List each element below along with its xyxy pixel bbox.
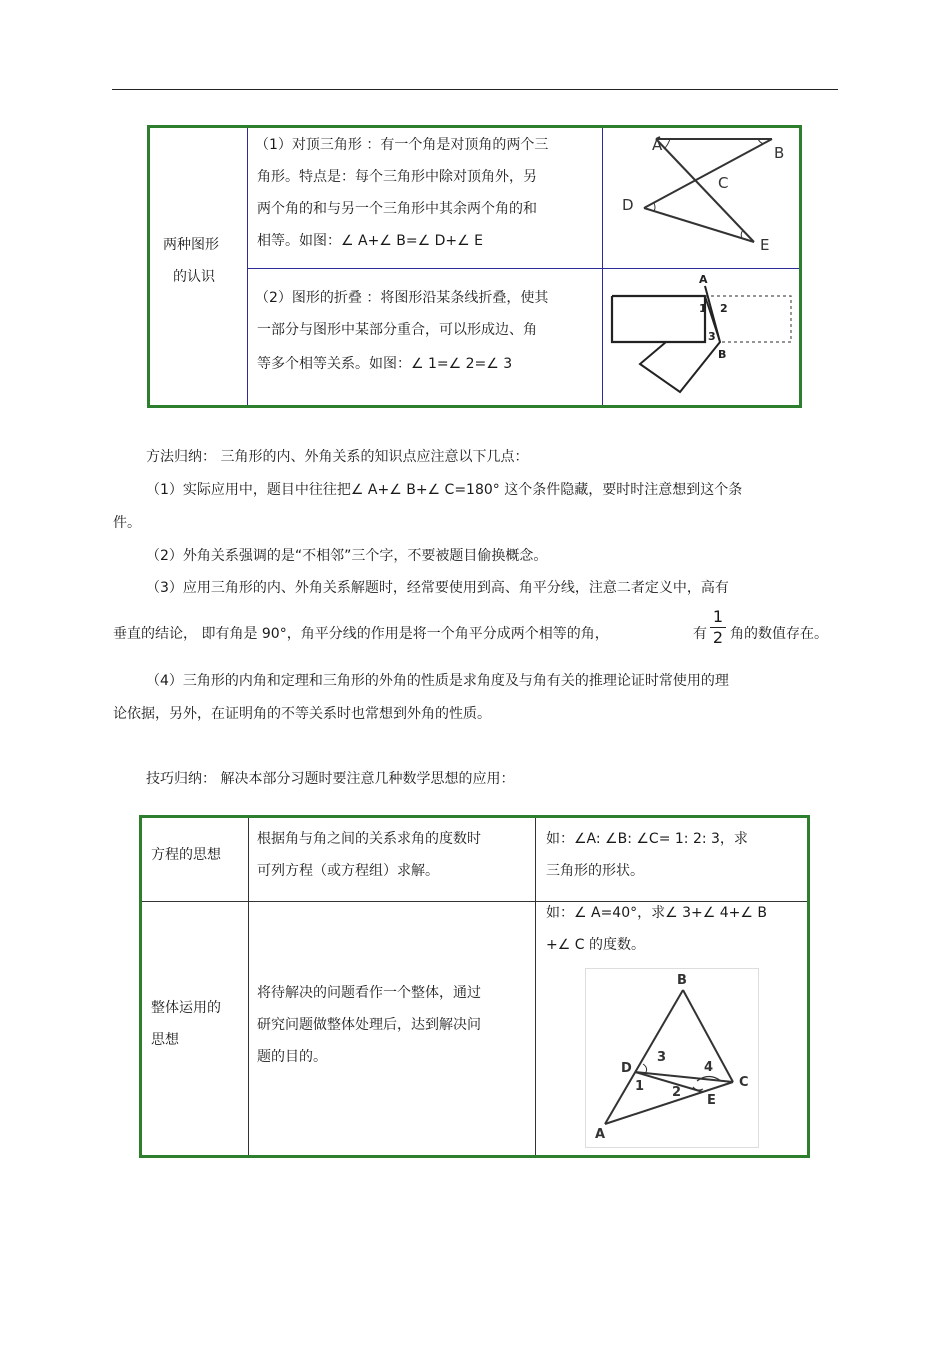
vertical-triangles-figure bbox=[612, 130, 792, 262]
methods-heading: 方法归纳： 三角形的内、外角关系的知识点应注意以下几点： bbox=[146, 449, 529, 465]
fig3-angle-4: 4 bbox=[704, 1060, 714, 1075]
fig1-label-c: C bbox=[718, 174, 729, 192]
folding-text: 一部分与图形中某部分重合，可以形成边、角 bbox=[257, 322, 537, 338]
equation-idea-example: 如：∠A: ∠B: ∠C= 1: 2: 3，求 bbox=[546, 831, 748, 847]
holistic-idea-desc: 题的目的。 bbox=[257, 1049, 327, 1065]
table1-divider bbox=[602, 128, 603, 405]
fig3-label-c: C bbox=[739, 1075, 749, 1090]
fraction-denominator: 2 bbox=[712, 628, 724, 647]
fig1-label-b: B bbox=[774, 144, 785, 162]
method-point-2: （2）外角关系强调的是“不相邻”三个字，不要被题目偷换概念。 bbox=[146, 548, 548, 564]
method-point-4-cont: 论依据，另外，在证明角的不等关系时也常想到外角的性质。 bbox=[113, 706, 491, 722]
holistic-idea-desc: 研究问题做整体处理后，达到解决问 bbox=[257, 1017, 481, 1033]
table2-divider bbox=[248, 818, 249, 1155]
vertical-triangle-text: 角形。特点是：每个三角形中除对顶角外，另 bbox=[257, 169, 537, 185]
fig1-label-e: E bbox=[760, 236, 770, 254]
fig3-label-e: E bbox=[707, 1093, 716, 1108]
fig2-label-a: A bbox=[699, 273, 708, 286]
fig3-angle-3: 3 bbox=[657, 1050, 667, 1065]
fig2-angle-1: 1 bbox=[699, 302, 707, 315]
equation-idea-label: 方程的思想 bbox=[151, 847, 221, 863]
holistic-idea-label: 整体运用的 bbox=[151, 1000, 221, 1016]
table1-category-label: 两种图形 bbox=[163, 237, 219, 253]
fig3-label-a: A bbox=[595, 1127, 606, 1142]
header-rule bbox=[112, 89, 838, 90]
table1-divider bbox=[247, 128, 248, 405]
vertical-triangle-text: 两个角的和与另一个三角形中其余两个角的和 bbox=[257, 201, 537, 217]
fig3-label-d: D bbox=[621, 1061, 632, 1076]
table1-divider bbox=[248, 268, 799, 269]
fig3-label-b: B bbox=[677, 973, 687, 988]
fig2-label-b: B bbox=[718, 348, 727, 361]
table2-divider bbox=[535, 818, 536, 1155]
holistic-idea-desc: 将待解决的问题看作一个整体，通过 bbox=[257, 985, 481, 1001]
holistic-idea-label: 思想 bbox=[151, 1032, 179, 1048]
folding-figure bbox=[606, 272, 798, 396]
fig1-label-a: A bbox=[652, 136, 663, 154]
holistic-idea-example: +∠ C 的度数。 bbox=[546, 937, 645, 953]
vertical-triangle-text: 相等。如图：∠ A+∠ B=∠ D+∠ E bbox=[257, 233, 484, 249]
folding-text: 等多个相等关系。如图：∠ 1=∠ 2=∠ 3 bbox=[257, 356, 513, 372]
vertical-triangle-text: （1）对顶三角形 ：有一个角是对顶角的两个三 bbox=[255, 137, 549, 153]
method-point-3: （3）应用三角形的内、外角关系解题时，经常要使用到高、角平分线，注意二者定义中，高有 bbox=[146, 580, 729, 596]
folding-text: （2）图形的折叠 ：将图形沿某条线折叠，使其 bbox=[255, 290, 549, 306]
method-point-3-cont: 有 bbox=[693, 626, 707, 642]
method-point-1-cont: 件。 bbox=[113, 515, 141, 531]
table1-category-label: 的认识 bbox=[173, 269, 215, 285]
fig1-label-d: D bbox=[622, 196, 634, 214]
method-point-1: （1）实际应用中，题目中往往把∠ A+∠ B+∠ C=180° 这个条件隐藏，要时时注意想到这个条 bbox=[146, 482, 743, 498]
equation-idea-desc: 根据角与角之间的关系求角的度数时 bbox=[257, 831, 481, 847]
one-half-fraction bbox=[710, 608, 726, 647]
holistic-idea-example: 如：∠ A=40°，求∠ 3+∠ 4+∠ B bbox=[546, 905, 768, 921]
fig3-angle-1: 1 bbox=[635, 1079, 645, 1094]
fraction-numerator: 1 bbox=[712, 607, 724, 626]
fig3-angle-2: 2 bbox=[672, 1085, 682, 1100]
method-point-3-cont: 垂直的结论， 即有角是 90°，角平分线的作用是将一个角平分成两个相等的角， bbox=[113, 626, 609, 642]
fig2-angle-2: 2 bbox=[720, 302, 728, 315]
equation-idea-desc: 可列方程（或方程组）求解。 bbox=[257, 863, 439, 879]
fig2-angle-3: 3 bbox=[708, 330, 716, 343]
method-point-3-cont: 角的数值存在。 bbox=[730, 626, 828, 642]
method-point-4: （4）三角形的内角和定理和三角形的外角的性质是求角度及与角有关的推理论证时常使用的理 bbox=[146, 673, 729, 689]
skills-heading: 技巧归纳： 解决本部分习题时要注意几种数学思想的应用： bbox=[146, 771, 515, 787]
triangle-abc-figure bbox=[585, 968, 759, 1148]
equation-idea-example: 三角形的形状。 bbox=[546, 863, 644, 879]
